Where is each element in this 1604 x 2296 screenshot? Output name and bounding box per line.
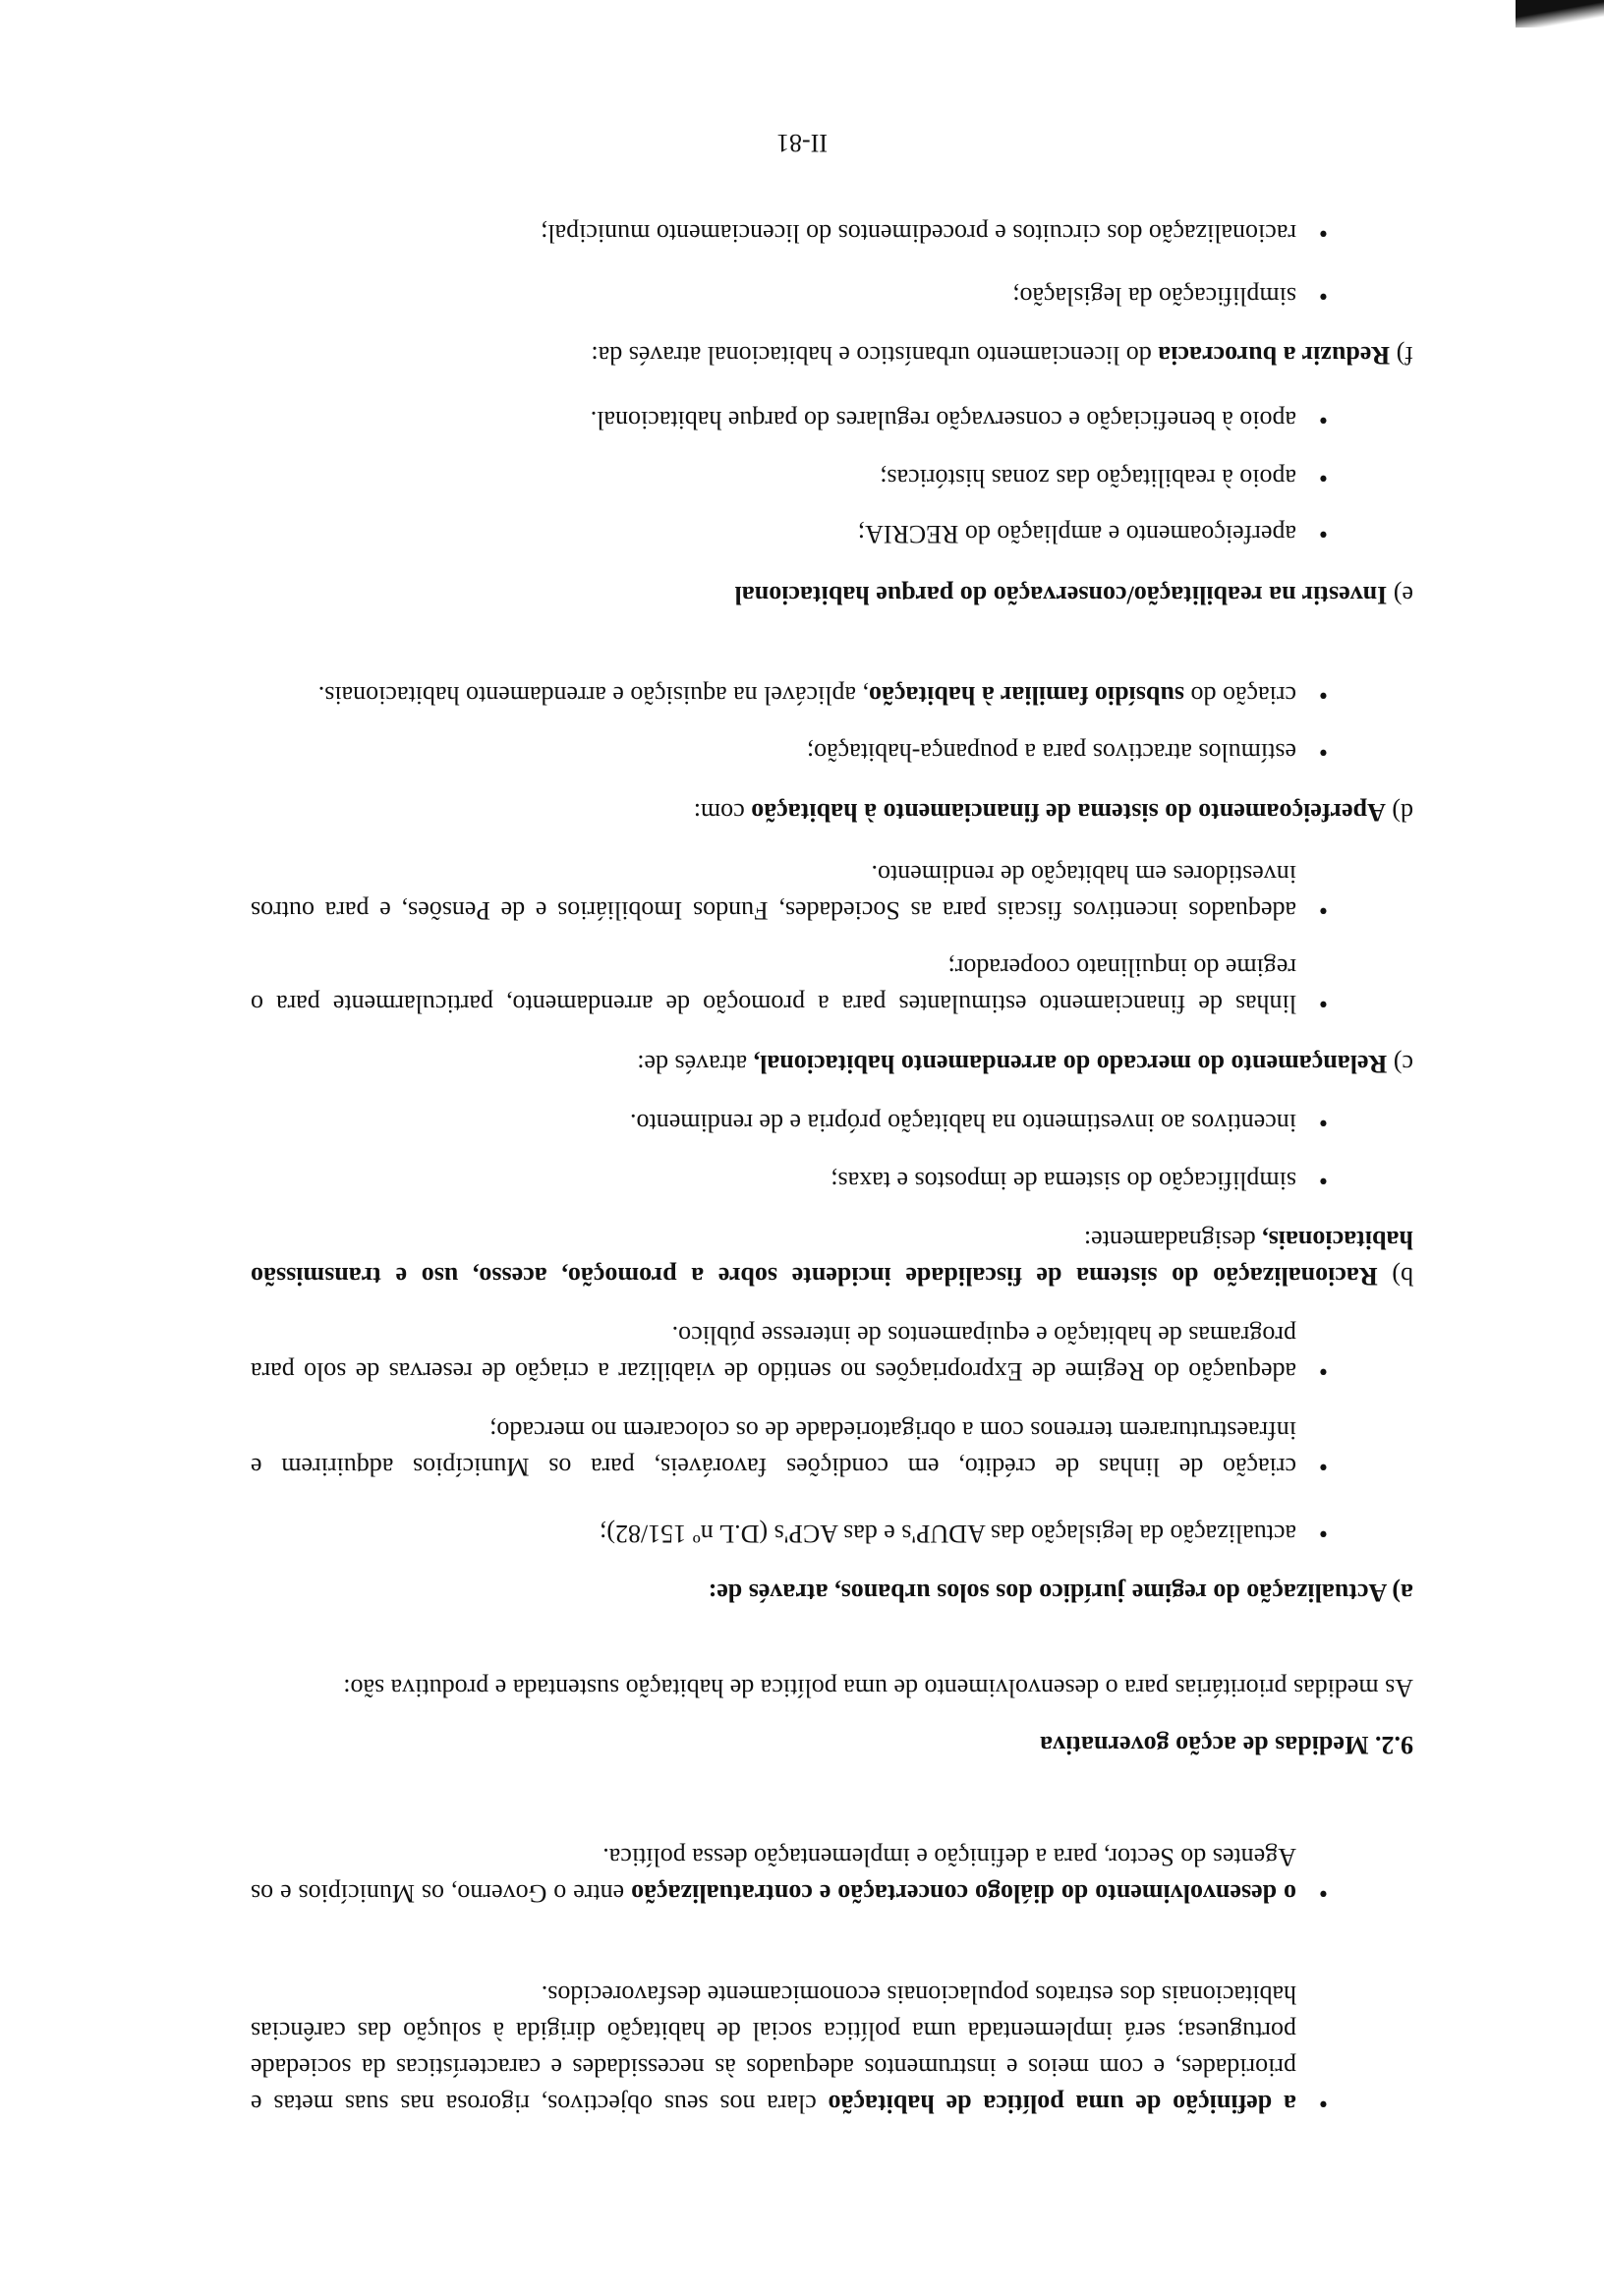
- bullet-text: racionalização dos circuitos e procedimentos do licenciamento municipal;: [541, 219, 1296, 248]
- bullet-icon: •: [1318, 1167, 1328, 1195]
- list-item: [251, 278, 1328, 315]
- measure-heading-f: [251, 337, 1413, 373]
- intro-bullet: [251, 1839, 1328, 1912]
- bullet-icon: •: [1318, 219, 1328, 248]
- bullet-icon: •: [1318, 990, 1328, 1018]
- bullet-text: criação de linhas de crédito, em condições favoráveis, para os Municípios adquirirem e infraestruturarem terrenos com a obrigatoriedade de os colocarem no mercado;: [251, 1416, 1296, 1481]
- list-item: [251, 460, 1328, 496]
- list-item: [251, 1163, 1328, 1199]
- list-item: [251, 1516, 1328, 1552]
- list-item: [251, 1105, 1328, 1141]
- measure-heading-b: [251, 1222, 1413, 1294]
- bullet-text: linhas de financiamento estimulantes para a promoção de arrendamento, particularmente para o regime do inquilinato cooperador;: [251, 953, 1296, 1018]
- list-item: [251, 949, 1328, 1022]
- bullet-icon: •: [1318, 1453, 1328, 1481]
- heading-text: do licenciamento urbanístico e habitacional através da:: [591, 341, 1159, 370]
- heading-bold: Relançamento do mercado do arrendamento habitacional,: [753, 1050, 1388, 1078]
- bullet-bold: o desenvolvimento do diálogo concertação e contratualização: [631, 1879, 1296, 1908]
- bullet-text: adequação do Regime de Expropriações no sentido de viabilizar a criação de reservas de solo para programas de habitação e equipamentos de interesse público.: [251, 1321, 1296, 1386]
- bullet-icon: •: [1318, 2090, 1328, 2118]
- page-number: II-81: [776, 129, 828, 157]
- bullet-text: estímulos atractivos para a poupança-habitação;: [806, 738, 1296, 767]
- bullet-text: simplificação do sistema de impostos e taxas;: [831, 1167, 1296, 1195]
- bullet-text: aperfeiçoamento e ampliação do RECRIA;: [857, 520, 1296, 548]
- bullet-text: clara nos seus objectivos, rigorosa nas suas metas e prioridades, e com meios e instrumentos adequados às necessidades e características da sociedade portuguesa; será implementada uma política social de habitação dirigida à solução das carências habitacionais dos estratos populacionais economicamente desfavorecidos.: [251, 1980, 1296, 2118]
- heading-prefix: e): [1387, 581, 1413, 609]
- bullet-icon: •: [1318, 1109, 1328, 1137]
- bullet-icon: •: [1318, 1357, 1328, 1386]
- list-item: [251, 677, 1328, 714]
- heading-bold: Actualização do regime jurídico dos solos urbanos, através de:: [708, 1578, 1388, 1607]
- heading-prefix: c): [1387, 1050, 1413, 1078]
- heading-prefix: a): [1387, 1578, 1413, 1607]
- bullet-icon: •: [1318, 681, 1328, 710]
- scan-artifact: [1516, 0, 1604, 28]
- bullet-icon: •: [1318, 1879, 1328, 1908]
- heading-text: com:: [693, 798, 752, 827]
- bullet-text: entre o Governo, os Municípios e os Agentes do Sector, para a definição e implementação dessa política.: [251, 1843, 1296, 1908]
- list-item: [251, 516, 1328, 552]
- section-intro: As medidas prioritárias para o desenvolvimento de uma política de habitação sustentada e produtiva são:: [343, 1674, 1413, 1702]
- heading-text: designadamente:: [1083, 1226, 1263, 1254]
- bullet-icon: •: [1318, 896, 1328, 925]
- heading-prefix: b): [1377, 1262, 1413, 1291]
- bullet-text: criação do: [1183, 681, 1296, 710]
- bullet-icon: •: [1318, 464, 1328, 492]
- heading-bold: Investir na reabilitação/conservação do parque habitacional: [734, 581, 1388, 609]
- list-item: [251, 856, 1328, 929]
- heading-bold: Racionalização do sistema de fiscalidade incidente sobre a promoção, acesso, uso e transmissão habitacionais,: [251, 1226, 1413, 1291]
- bullet-text: incentivos ao investimento na habitação própria e de rendimento.: [630, 1109, 1296, 1137]
- bullet-text: adequados incentivos fiscais para as Sociedades, Fundos Imobiliários e de Pensões, e para outros investidores em habitação de rendimento.: [251, 860, 1296, 925]
- bullet-bold: subsídio familiar à habitação: [868, 681, 1184, 710]
- heading-prefix: f): [1390, 341, 1413, 370]
- bullet-text: actualização da legislação das ADUP's e das ACP's (D.L nº 151/82);: [600, 1520, 1296, 1548]
- bullet-icon: •: [1318, 282, 1328, 311]
- list-item: [251, 215, 1328, 252]
- bullet-icon: •: [1318, 406, 1328, 434]
- bullet-text: apoio à beneficiação e conservação regulares do parque habitacional.: [590, 406, 1296, 434]
- section-title-text: 9.2. Medidas de acção governativa: [1040, 1731, 1413, 1759]
- heading-bold: Aperfeiçoamento do sistema de financiamento à habitação: [751, 798, 1386, 827]
- list-item: [251, 1412, 1328, 1485]
- measure-heading-e: [251, 577, 1413, 613]
- heading-bold: Reduzir a burocracia: [1158, 341, 1391, 370]
- section-title: [251, 1727, 1413, 1763]
- heading-prefix: d): [1385, 798, 1413, 827]
- intro-bullet: [251, 1977, 1328, 2122]
- bullet-icon: •: [1318, 738, 1328, 767]
- bullet-text: apoio à reabilitação das zonas históricas;: [880, 464, 1296, 492]
- list-item: [251, 734, 1328, 771]
- bullet-text: , aplicável na aquisição e arrendamento habitacionais.: [317, 681, 869, 710]
- list-item: [251, 402, 1328, 438]
- list-item: [251, 1317, 1328, 1390]
- measure-heading-a: [251, 1575, 1413, 1611]
- bullet-bold: a definição de uma política de habitação: [828, 2090, 1296, 2118]
- heading-text: através de:: [637, 1050, 754, 1078]
- bullet-icon: •: [1318, 1520, 1328, 1548]
- bullet-text: simplificação da legislação;: [1012, 282, 1296, 311]
- measure-heading-c: [251, 1046, 1413, 1082]
- measure-heading-d: [251, 794, 1413, 831]
- bullet-icon: •: [1318, 520, 1328, 548]
